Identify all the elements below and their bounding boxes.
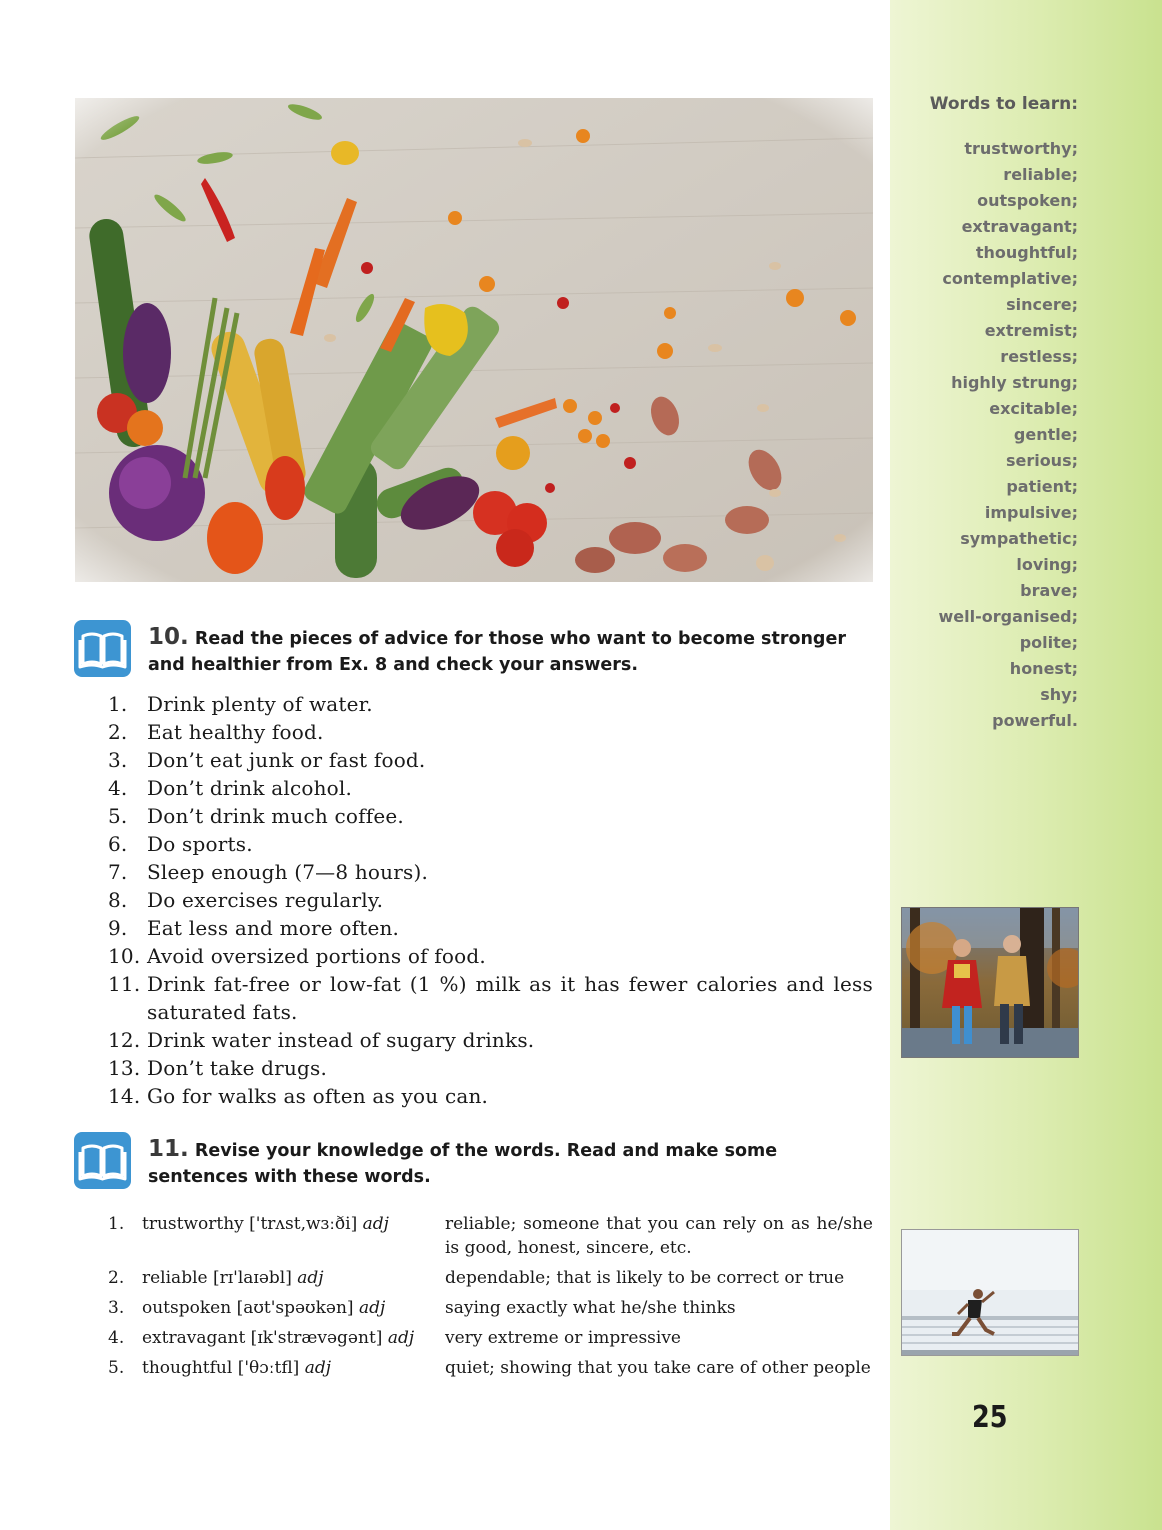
word-item: trustworthy; <box>964 139 1078 158</box>
word-item: well-organised; <box>938 607 1078 626</box>
exercise-number: 10. <box>148 624 189 650</box>
list-item: 9. Eat less and more often. <box>108 916 400 940</box>
list-item: 6. Do sports. <box>108 832 253 856</box>
exercise-number: 11. <box>148 1136 189 1162</box>
table-row: 3. outspoken [aʊt'spəʊkən] adj saying exactly what he/she thinks <box>108 1298 736 1318</box>
word-item: extremist; <box>984 321 1078 340</box>
word-item: restless; <box>1000 347 1078 366</box>
word-item: brave; <box>1020 581 1078 600</box>
word-item: polite; <box>1019 633 1078 652</box>
table-row: 1. trustworthy ['trʌst,wɜːði] adj reliable; someone that you can rely on as he/she is good, honest, sincere, etc. <box>108 1214 873 1258</box>
exercise-instruction-text: Read the pieces of advice for those who want to become stronger and healthier from Ex. 8 and check your answers. <box>148 629 846 675</box>
word-item: extravagant; <box>961 217 1078 236</box>
page-number: 25 <box>972 1400 1008 1435</box>
table-row: 2. reliable [rɪ'laɪəbl] adj dependable; that is likely to be correct or true <box>108 1268 845 1288</box>
vegetables-photo <box>75 98 873 582</box>
word-item: reliable; <box>1003 165 1078 184</box>
list-item: 2. Eat healthy food. <box>108 720 324 744</box>
list-item: 7. Sleep enough (7—8 hours). <box>108 860 429 884</box>
words-to-learn-list <box>939 136 1078 734</box>
list-item: 8. Do exercises regularly. <box>108 888 384 912</box>
book-icon <box>74 1132 131 1189</box>
list-item: 3. Don’t eat junk or fast food. <box>108 748 426 772</box>
word-item: excitable; <box>989 399 1078 418</box>
word-item: gentle; <box>1013 425 1078 444</box>
word-item: shy; <box>1040 685 1078 704</box>
walking-couple-photo <box>901 907 1079 1058</box>
list-item: 1. Drink plenty of water. <box>108 692 373 716</box>
list-item: 14. Go for walks as often as you can. <box>108 1084 489 1108</box>
runner-photo <box>901 1229 1079 1356</box>
table-row: 4. extravagant [ɪk'strævəgənt] adj very extreme or impressive <box>108 1328 681 1348</box>
vocabulary-table <box>108 1212 873 1386</box>
word-item: impulsive; <box>984 503 1078 522</box>
list-item: 5. Don’t drink much coffee. <box>108 804 404 828</box>
word-item: contemplative; <box>942 269 1078 288</box>
word-item: sympathetic; <box>960 529 1078 548</box>
exercise-instruction-text: Revise your knowledge of the words. Read and make some sentences with these words. <box>148 1141 778 1187</box>
word-item: highly strung; <box>951 373 1078 392</box>
word-item: patient; <box>1006 477 1078 496</box>
word-item: thoughtful; <box>975 243 1078 262</box>
exercise-10-instruction <box>148 624 873 678</box>
table-row: 5. thoughtful ['θɔːtfl] adj quiet; showing that you take care of other people <box>108 1358 871 1378</box>
word-item: honest; <box>1009 659 1078 678</box>
word-item: serious; <box>1005 451 1078 470</box>
list-item: 11. Drink fat-free or low-fat (1 %) milk as it has fewer calories and less saturated fats. <box>108 972 873 1024</box>
word-item: outspoken; <box>977 191 1078 210</box>
word-item: powerful. <box>992 711 1078 730</box>
list-item: 4. Don’t drink alcohol. <box>108 776 353 800</box>
list-item: 10. Avoid oversized portions of food. <box>108 944 486 968</box>
book-icon <box>74 620 131 677</box>
advice-list <box>108 690 873 1110</box>
word-item: sincere; <box>1006 295 1078 314</box>
word-item: loving; <box>1016 555 1078 574</box>
list-item: 13. Don’t take drugs. <box>108 1056 328 1080</box>
list-item: 12. Drink water instead of sugary drinks. <box>108 1028 535 1052</box>
words-to-learn-title: Words to learn: <box>929 94 1078 114</box>
exercise-11-instruction <box>148 1136 873 1190</box>
